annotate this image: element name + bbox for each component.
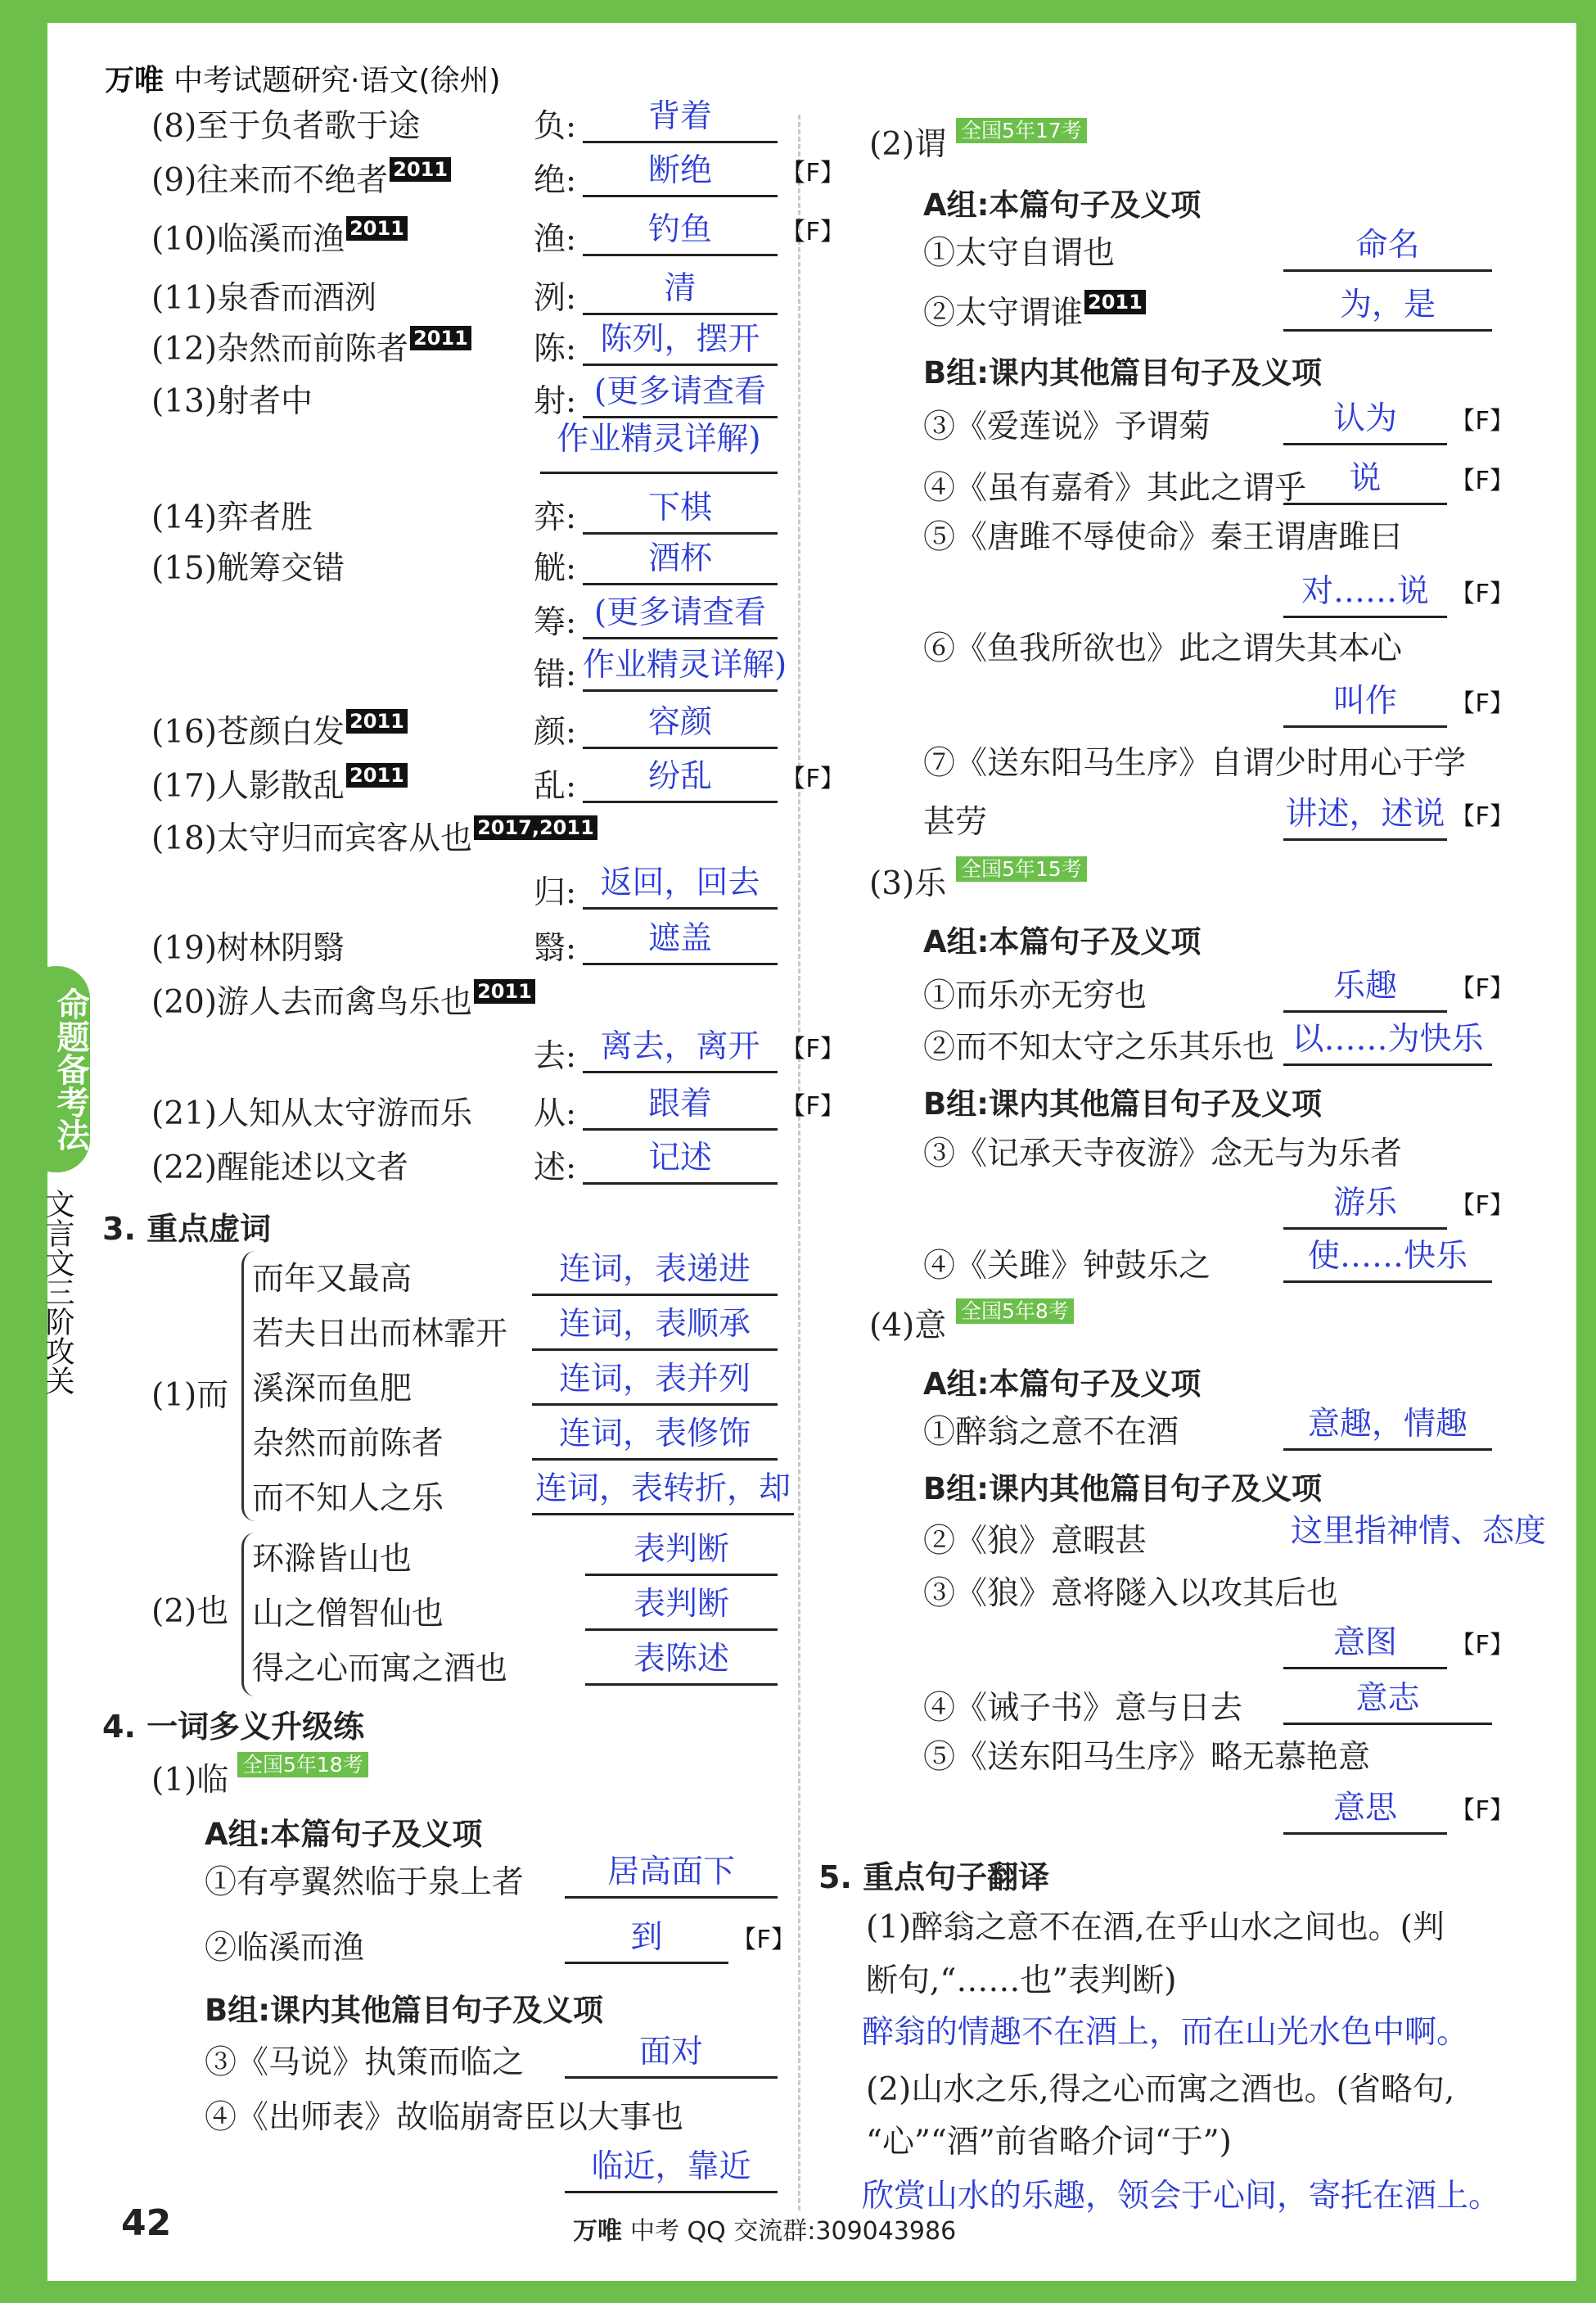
answer-underline [1283, 616, 1447, 618]
item-question: (17)人影散乱 [151, 768, 345, 805]
answer-text: 作业精灵详解) [557, 421, 761, 458]
f-mark: 【F】 [781, 159, 845, 187]
answer-underline [1283, 1667, 1447, 1669]
answer-underline [540, 472, 778, 474]
answer-text: 作业精灵详解) [583, 647, 787, 684]
answer-text: 返回，回去 [600, 865, 760, 901]
answer-text: 背着 [647, 98, 712, 135]
answer-underline [583, 1182, 778, 1185]
item-keyword: 负: [534, 108, 577, 145]
example-sentence: 得之心而寓之酒也 [252, 1650, 508, 1687]
answer-underline [1283, 1280, 1492, 1283]
example-sentence: ①有亭翼然临于泉上者 [205, 1864, 525, 1901]
item-question: (15)觥筹交错 [151, 550, 345, 587]
answer-underline [565, 2076, 778, 2079]
item-keyword: 乱: [534, 768, 577, 805]
section-title: 4. 一词多义升级练 [102, 1709, 365, 1745]
f-mark: 【F】 [1450, 1191, 1515, 1220]
year-tag: 2011 [346, 709, 408, 734]
example-sentence: ②《狼》意暇甚 [923, 1523, 1147, 1560]
example-sentence: ③《爱莲说》予谓菊 [923, 409, 1211, 445]
answer-underline [585, 1574, 778, 1576]
answer-underline [1283, 1010, 1447, 1013]
example-sentence: ④《虽有嘉肴》其此之谓乎 [923, 470, 1307, 507]
f-mark: 【F】 [732, 1926, 796, 1954]
answer-underline [565, 1962, 728, 1964]
example-sentence: 溪深而鱼肥 [252, 1371, 413, 1407]
answer-text: 以……为快乐 [1292, 1021, 1484, 1058]
side-tab: 命题备考法 [23, 966, 90, 1172]
answer-underline [583, 963, 778, 965]
example-sentence: ⑤《送东阳马生序》略无慕艳意 [923, 1739, 1371, 1776]
item-keyword: 述: [534, 1149, 577, 1186]
answer-text: 居高面下 [606, 1854, 735, 1890]
year-tag: 2011 [474, 979, 535, 1004]
answer-text: 对……说 [1301, 573, 1429, 610]
answer-text: 断绝 [647, 152, 712, 189]
item-question: (19)树林阴翳 [151, 930, 345, 967]
example-sentence: ③《记承天寺夜游》念无与为乐者 [923, 1136, 1403, 1172]
answer-underline [583, 313, 778, 315]
f-mark: 【F】 [1450, 407, 1515, 436]
item-question: (11)泉香而酒洌 [151, 280, 377, 317]
group-label: (3)乐 [869, 865, 947, 902]
side-nav [23, 966, 90, 1395]
example-sentence: 杂然而前陈者 [252, 1425, 444, 1462]
answer-underline [583, 583, 778, 585]
answer-text: 意趣，情趣 [1307, 1406, 1468, 1443]
group-heading: B组:课内其他篇目句子及义项 [923, 355, 1322, 391]
example-sentence: 若夫日出而林霏开 [252, 1316, 508, 1352]
example-sentence: ④《关雎》钟鼓乐之 [923, 1248, 1211, 1285]
item-keyword: 筹: [534, 604, 577, 641]
answer-text: 清 [664, 270, 697, 307]
answer-text: 离去，离开 [600, 1028, 760, 1065]
brand-logo: 万唯 [105, 64, 165, 97]
example-sentence: ①而乐亦无穷也 [923, 978, 1147, 1014]
example-sentence: ②而不知太守之乐其乐也 [923, 1029, 1275, 1066]
f-mark: 【F】 [1450, 689, 1515, 718]
answer-underline [1283, 838, 1447, 841]
group-heading: A组:本篇句子及义项 [923, 187, 1202, 223]
answer-underline [1283, 1448, 1492, 1451]
example-sentence: ④《诫子书》意与日去 [923, 1690, 1243, 1727]
group-label: (4)意 [869, 1307, 947, 1344]
answer-text: 乐趣 [1332, 968, 1397, 1005]
answer-text: 意图 [1332, 1624, 1397, 1661]
answer-underline [1283, 1723, 1492, 1725]
item-keyword: 错: [534, 657, 577, 693]
f-mark: 【F】 [1450, 802, 1515, 831]
answer-underline [583, 747, 778, 749]
item-question: (14)弈者胜 [151, 499, 313, 536]
answer-underline [532, 1294, 778, 1296]
answer-text: 使……快乐 [1307, 1238, 1468, 1275]
answer-text: 讲述，述说 [1285, 796, 1445, 833]
f-mark: 【F】 [781, 218, 845, 246]
answer-text: 连词，表并列 [558, 1361, 751, 1398]
item-keyword: 射: [534, 383, 577, 420]
group-heading: B组:课内其他篇目句子及义项 [205, 1993, 603, 2028]
answer-underline [1283, 1227, 1447, 1230]
answer-underline [1283, 1063, 1492, 1066]
example-sentence: ⑦《送东阳马生序》自谓少时用心于学 [923, 745, 1467, 782]
answer-underline [583, 195, 778, 197]
answer-text: 连词，表转折，却 [534, 1470, 791, 1507]
answer-text: 记述 [647, 1140, 712, 1176]
answer-underline [532, 1458, 778, 1461]
f-mark: 【F】 [1450, 467, 1515, 495]
answer-text: 酒杯 [647, 540, 712, 577]
example-sentence: 甚劳 [923, 804, 988, 841]
answer-text: 连词，表递进 [558, 1251, 751, 1288]
f-mark: 【F】 [781, 1035, 845, 1063]
year-tag: 2011 [390, 157, 451, 182]
translation-answer: 欣赏山水的乐趣，领会于心间，寄托在酒上。 [862, 2178, 1501, 2215]
section-title: 5. 重点句子翻译 [818, 1859, 1050, 1895]
answer-underline [583, 689, 778, 692]
column-divider [798, 115, 800, 2210]
answer-underline [583, 364, 778, 366]
year-tag: 2011 [1084, 290, 1146, 314]
answer-underline [1283, 269, 1492, 272]
answer-underline [583, 141, 778, 143]
f-mark: 【F】 [1450, 1631, 1515, 1660]
item-keyword: 弈: [534, 499, 577, 536]
translation-source: 断句,“……也”表判断) [866, 1962, 1177, 1999]
exam-tag: 全国5年17考 [956, 118, 1087, 143]
header-title: 中考试题研究·语文(徐州) [174, 64, 501, 97]
year-tag: 2017,2011 [474, 815, 597, 840]
example-sentence: ②临溪而渔 [205, 1930, 365, 1967]
answer-text: (更多请查看 [593, 373, 767, 410]
answer-text: 容颜 [647, 704, 712, 741]
answer-text: 这里指神情、态度 [1290, 1513, 1546, 1550]
example-sentence: ⑥《鱼我所欲也》此之谓失其本心 [923, 630, 1403, 667]
item-keyword: 从: [534, 1095, 577, 1132]
answer-underline [532, 1513, 794, 1515]
item-keyword: 陈: [534, 331, 577, 368]
translation-source: (1)醉翁之意不在酒,在乎山水之间也。(判 [866, 1909, 1445, 1946]
answer-underline [585, 1683, 778, 1686]
answer-text: 临近，靠近 [591, 2148, 751, 2185]
answer-text: (更多请查看 [593, 594, 767, 631]
example-sentence: ③《狼》意将隧入以攻其后也 [923, 1575, 1339, 1612]
item-question: (18)太守归而宾客从也 [151, 820, 473, 857]
item-question: (10)临溪而渔 [151, 221, 345, 258]
answer-text: 遮盖 [647, 920, 712, 957]
answer-text: 命名 [1355, 227, 1420, 264]
translation-source: (2)山水之乐,得之心而寓之酒也。(省略句, [866, 2071, 1455, 2108]
item-keyword: 去: [534, 1038, 577, 1075]
answer-text: 游乐 [1332, 1185, 1397, 1221]
answer-text: 钓鱼 [647, 211, 712, 248]
answer-text: 表陈述 [633, 1641, 729, 1678]
example-sentence: 而不知人之乐 [252, 1480, 444, 1517]
answer-underline [1283, 1832, 1447, 1835]
answer-text: 表判断 [633, 1586, 729, 1623]
item-question: (8)至于负者歌于途 [151, 108, 421, 145]
item-question: (16)苍颜白发 [151, 714, 345, 751]
item-question: (9)往来而不绝者 [151, 162, 389, 199]
group-label: (1)临 [151, 1762, 229, 1799]
translation-answer: 醉翁的情趣不在酒上，而在山光水色中啊。 [862, 2014, 1469, 2051]
example-sentence: ④《出师表》故临崩寄臣以大事也 [205, 2099, 684, 2136]
page-number: 42 [121, 2202, 172, 2244]
group-label: (2)谓 [869, 126, 947, 163]
item-question: (12)杂然而前陈者 [151, 331, 409, 368]
answer-text: 面对 [638, 2034, 703, 2070]
item-keyword: 翳: [534, 930, 577, 967]
item-question: (13)射者中 [151, 383, 313, 420]
answer-underline [1283, 329, 1492, 332]
example-sentence: ②太守谓谁 [923, 295, 1084, 332]
example-sentence: ①醉翁之意不在酒 [923, 1414, 1179, 1451]
year-tag: 2011 [346, 763, 408, 788]
section-title: 3. 重点虚词 [102, 1211, 272, 1247]
answer-underline [583, 532, 778, 535]
answer-text: 陈列，摆开 [600, 321, 760, 358]
footer-text: 中考 QQ 交流群:309043986 [630, 2217, 957, 2246]
group-heading: A组:本篇句子及义项 [205, 1817, 483, 1852]
answer-underline [565, 2191, 778, 2193]
answer-underline [585, 1628, 778, 1631]
page-header [105, 57, 501, 99]
item-keyword: 渔: [534, 221, 577, 258]
answer-text: 表判断 [633, 1531, 729, 1568]
answer-underline [583, 254, 778, 256]
group-heading: A组:本篇句子及义项 [923, 1366, 1202, 1402]
answer-underline [583, 1071, 778, 1073]
answer-underline [1283, 443, 1447, 445]
item-question: (21)人知从太守游而乐 [151, 1095, 473, 1132]
answer-underline [532, 1403, 778, 1406]
exam-tag: 全国5年18考 [237, 1752, 368, 1777]
answer-underline [1283, 503, 1447, 505]
answer-text: 为，是 [1339, 287, 1436, 323]
answer-underline [565, 1896, 778, 1899]
answer-text: 到 [630, 1919, 663, 1956]
example-sentence: 而年又最高 [252, 1261, 413, 1298]
f-mark: 【F】 [781, 765, 845, 793]
item-question: (22)醒能述以文者 [151, 1149, 409, 1186]
group-heading: B组:课内其他篇目句子及义项 [923, 1471, 1322, 1506]
f-mark: 【F】 [1450, 580, 1515, 608]
item-question: (20)游人去而禽鸟乐也 [151, 984, 473, 1021]
answer-text: 叫作 [1332, 683, 1397, 720]
example-sentence: 山之僧智仙也 [252, 1596, 444, 1632]
example-sentence: ③《马说》执策而临之 [205, 2044, 525, 2081]
answer-text: 纷乱 [647, 758, 712, 795]
item-keyword: 洌: [534, 280, 577, 317]
answer-underline [583, 416, 778, 418]
answer-text: 意思 [1332, 1790, 1397, 1827]
exam-tag: 全国5年8考 [956, 1298, 1074, 1324]
year-tag: 2011 [346, 216, 408, 241]
answer-text: 连词，表修饰 [558, 1416, 751, 1452]
f-mark: 【F】 [1450, 974, 1515, 1003]
answer-text: 连词，表顺承 [558, 1306, 751, 1343]
f-mark: 【F】 [781, 1092, 845, 1121]
year-tag: 2011 [410, 326, 471, 350]
example-sentence: ①太守自谓也 [923, 235, 1116, 272]
group-label: (2)也 [151, 1593, 229, 1630]
example-sentence: ⑤《唐雎不辱使命》秦王谓唐雎曰 [923, 519, 1403, 556]
answer-text: 认为 [1332, 400, 1397, 437]
group-label: (1)而 [151, 1377, 229, 1414]
answer-text: 跟着 [647, 1086, 712, 1122]
example-sentence: 环滁皆山也 [252, 1541, 413, 1578]
group-heading: A组:本篇句子及义项 [923, 924, 1202, 960]
item-keyword: 绝: [534, 162, 577, 199]
answer-text: 说 [1349, 460, 1382, 497]
answer-underline [583, 637, 778, 639]
answer-underline [583, 1128, 778, 1131]
item-keyword: 归: [534, 874, 577, 911]
item-keyword: 觥: [534, 550, 577, 587]
answer-underline [583, 801, 778, 803]
item-keyword: 颜: [534, 714, 577, 751]
answer-text: 下棋 [647, 490, 712, 526]
translation-source: “心”“酒”前省略介词“于”) [866, 2124, 1232, 2161]
exam-tag: 全国5年15考 [956, 856, 1087, 882]
f-mark: 【F】 [1450, 1796, 1515, 1825]
side-subtitle: 文言文三阶攻关 [41, 1189, 74, 1395]
answer-text: 意志 [1355, 1680, 1420, 1717]
group-heading: B组:课内其他篇目句子及义项 [923, 1086, 1322, 1122]
answer-underline [532, 1348, 778, 1351]
answer-underline [583, 907, 778, 910]
footer-brand: 万唯 [573, 2217, 622, 2246]
answer-underline [1283, 725, 1447, 728]
